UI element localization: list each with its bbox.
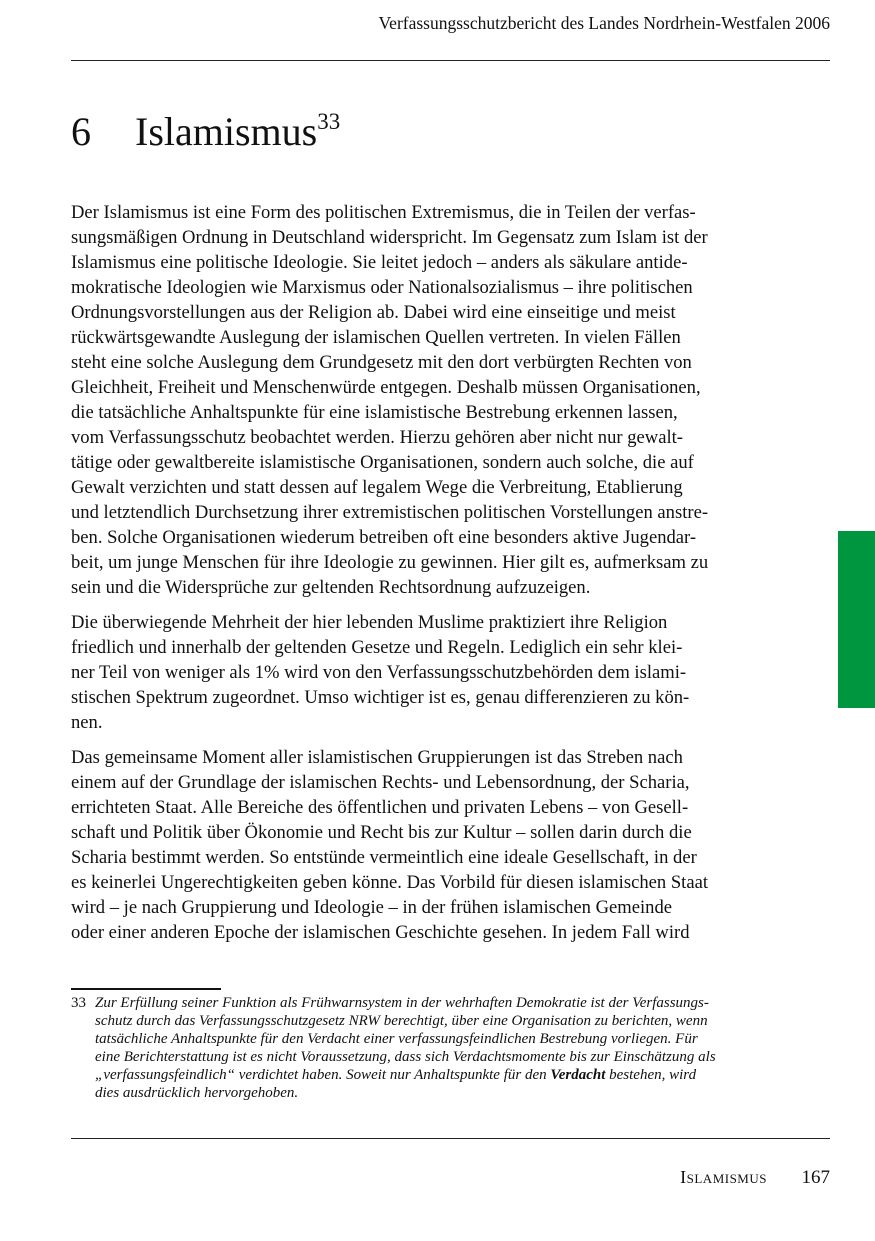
footnote-line: eine Berichterstattung ist es nicht Voraussetzung, dass sich Verdachtsmomente bis zur Einschätzung als <box>95 1049 716 1065</box>
footnote-line: dies ausdrücklich hervorgehoben. <box>95 1085 299 1101</box>
paragraph: Die überwiegende Mehrheit der hier lebenden Muslime praktiziert ihre Religion friedlich und innerhalb der geltenden Gesetze und Regeln. Lediglich ein sehr klei- ner Teil von weniger als 1% wird von den Verfassungsschutzbehörden dem islami- stischen Spektrum zugeordnet. Umso wichtiger ist es, genau differenzieren zu kön- nen. <box>71 612 690 733</box>
footnote-text: bestehen, wird <box>605 1067 697 1083</box>
header-rule <box>71 60 830 61</box>
footnote <box>71 994 786 1102</box>
footnote-line <box>95 1066 786 1084</box>
footnote-emphasis: Verdacht <box>550 1067 606 1083</box>
footnote-line: tatsächliche Anhaltspunkte für den Verdacht einer verfassungsfeindlichen Bestrebung vorliegen. Für <box>95 1031 698 1047</box>
footnote-line: schutz durch das Verfassungsschutzgesetz NRW berechtigt, über eine Organisation zu berichten, wenn <box>95 1013 708 1029</box>
chapter-number: 6 <box>71 109 91 154</box>
chapter-title-text: Islamismus <box>135 109 318 154</box>
footnote-reference[interactable]: 33 <box>317 109 341 134</box>
footer-rule <box>71 1138 830 1139</box>
chapter-title <box>71 106 340 158</box>
body-text <box>71 200 791 955</box>
paragraph: Der Islamismus ist eine Form des politischen Extremismus, die in Teilen der verfas- sungsmäßigen Ordnung in Deutschland widerspricht. Im Gegensatz zum Islam ist der Islamismus eine politische Ideologie. Sie leitet jedoch – anders als säkulare antide- mokratische Ideologien wie Marxismus oder Nationalsozialismus – ihre politischen Ordnungsvorstellungen aus der Religion ab. Dabei wird eine einseitige und meist rückwärtsgewandte Auslegung der islamischen Quellen vertreten. In vielen Fällen steht eine solche Auslegung dem Grundgesetz mit den dort verbürgten Rechten von Gleichheit, Freiheit und Menschenwürde entgegen. Deshalb müssen Organisationen, die tatsächliche Anhaltspunkte für eine islamistische Bestrebung erkennen lassen, vom Verfassungsschutz beobachtet werden. Hierzu gehören aber nicht nur gewalt- tätige oder gewaltbereite islamistische Organisationen, sondern auch solche, die auf Gewalt verzichten und statt dessen auf legalem Wege die Verbreitung, Etablierung und letztendlich Durchsetzung ihrer extremistischen politischen Vorstellungen anstre- ben. Solche Organisationen wiederum betreiben oft eine besonders aktive Jugendar- beit, um junge Menschen für ihre Ideologie zu gewinnen. Hier gilt es, aufmerksam zu sein und die Widersprüche zur geltenden Rechtsordnung aufzuzeigen. <box>71 202 709 598</box>
running-header: Verfassungsschutzbericht des Landes Nordrhein-Westfalen 2006 <box>378 13 830 33</box>
section-tab-marker <box>838 531 875 708</box>
footnote-number: 33 <box>71 995 86 1011</box>
paragraph: Das gemeinsame Moment aller islamistischen Gruppierungen ist das Streben nach einem auf der Grundlage der islamischen Rechts- und Lebensordnung, der Scharia, errichteten Staat. Alle Bereiche des öffentlichen und privaten Lebens – von Gesell- schaft und Politik über Ökonomie und Recht bis zur Kultur – sollen darin durch die Scharia bestimmt werden. So entstünde vermeintlich eine ideale Gesellschaft, in der es keinerlei Ungerechtigkeiten geben könne. Das Vorbild für diesen islamischen Staat wird – je nach Gruppierung und Ideologie – in der frühen islamischen Gemeinde oder einer anderen Epoche der islamischen Geschichte gesehen. In jedem Fall wird <box>71 747 708 943</box>
footnote-line: Zur Erfüllung seiner Funktion als Frühwarnsystem in der wehrhaften Demokratie ist der Verfassungs- <box>95 995 709 1011</box>
footer-section-title: Islamismus <box>680 1167 767 1187</box>
footnote-text: „verfassungsfeindlich“ verdichtet haben. Soweit nur Anhaltspunkte für den <box>95 1067 551 1083</box>
page-number: 167 <box>801 1167 830 1188</box>
footnote-separator <box>71 988 221 990</box>
